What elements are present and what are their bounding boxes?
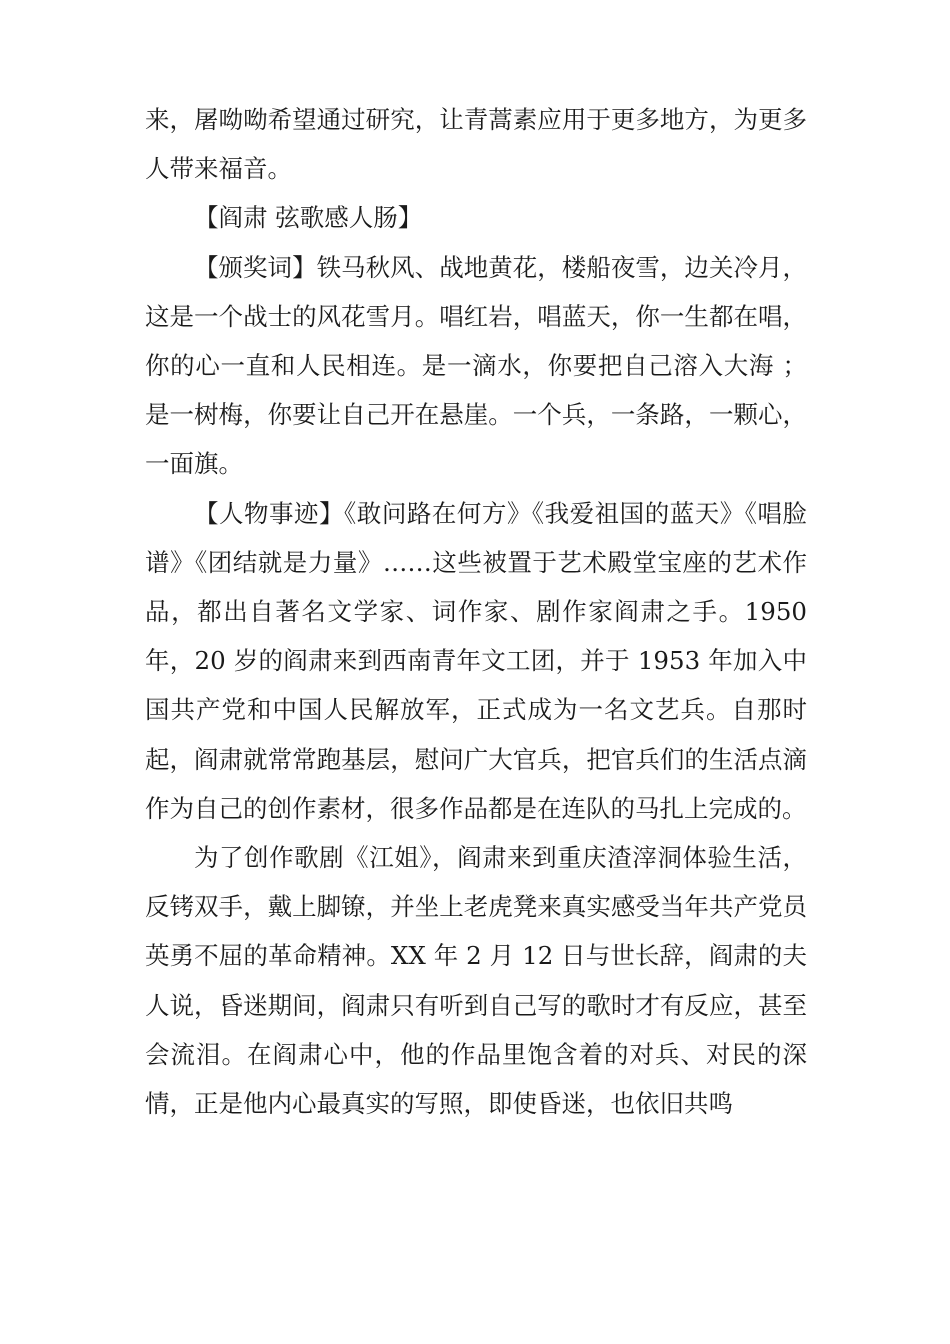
paragraph-award-citation: 【颁奖词】铁马秋风、战地黄花，楼船夜雪，边关冷月，这是一个战士的风花雪月。唱红岩，唱蓝天，你一生都在唱，你的心一直和人民相连。是一滴水，你要把自己溶入大海 ；是一树梅，你要让自己开在悬崖。一个兵，一条路，一颗心，一面旗。 <box>145 252 807 479</box>
section-heading: 【阎肃 弦歌感人肠】 <box>194 203 423 233</box>
paragraph-biography: 【人物事迹】《敢问路在何方》《我爱祖国的蓝天》《唱脸谱》《团结就是力量》……这些被置于艺术殿堂宝座的艺术作品，都出自著名文学家、词作家、剧作家阎肃之手。1950年，20 岁的阎肃来到西南青年文工团，并于 1953 年加入中国共产党和中国人民解放军，正式成为一名文艺兵。自那时起，阎肃就常常跑基层，慰问广大官兵，把官兵们的生活点滴作为自己的创作素材，很多作品都是在连队的马扎上完成的。 <box>145 498 807 823</box>
body-text <box>145 95 807 1128</box>
paragraph-continuation: 来，屠呦呦希望通过研究，让青蒿素应用于更多地方，为更多人带来福音。 <box>145 105 807 184</box>
paragraph-jiangjie: 为了创作歌剧《江姐》，阎肃来到重庆渣滓洞体验生活，反铐双手，戴上脚镣，并坐上老虎凳来真实感受当年共产党员英勇不屈的革命精神。XX 年 2 月 12 日与世长辞，阎肃的夫人说，昏迷期间，阎肃只有听到自己写的歌时才有反应，甚至会流泪。在阎肃心中，他的作品里饱含着的对兵、对民的深情，正是他内心最真实的写照，即使昏迷，也依旧共鸣 <box>145 843 807 1119</box>
